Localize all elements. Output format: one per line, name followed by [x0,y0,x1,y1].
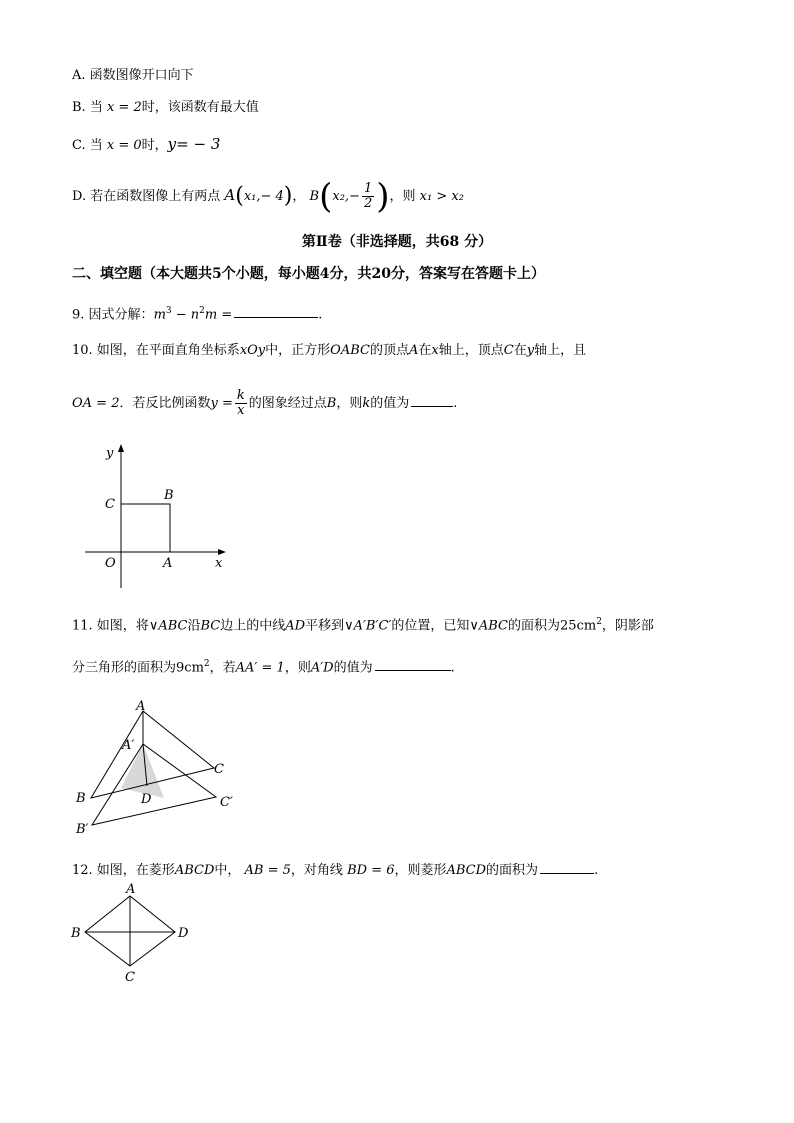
y-axis-arrow [118,444,124,452]
q9-sup2: 2 [199,306,205,316]
square-oabc [121,504,170,552]
paren-close-large: ) [376,176,390,217]
option-b [72,98,259,118]
q11-text-c: 边上的中线 [220,618,286,634]
x-axis-arrow [218,549,226,555]
label-x: x [215,556,223,571]
label-a: A [163,556,173,571]
q10-y-eq: y = [210,396,233,411]
q9-expr-m: m [153,307,166,323]
option-d-point-b-x: x₂,− [332,189,360,204]
q9-expr-end: m = [204,307,233,323]
q11-area2-sup: 2 [203,659,210,669]
q10-text-c: 的顶点 [369,343,409,358]
option-c [72,134,220,156]
option-d-prefix: D. 若在函数图像上有两点 [72,189,221,204]
q9-end: . [318,307,323,323]
section-subtitle: 二、填空题（本大题共5个小题，每小题4分，共20分，答案写在答题卡上） [72,266,545,282]
q11-text-b: 沿 [187,618,201,634]
q11-text-e: 的位置，已知 [391,618,470,634]
q10-text-g: 轴上，且 [534,343,587,358]
q11-triangle-abc-2: ∨ABC [469,618,509,634]
label-b: B [71,926,81,941]
option-c-eq: x = 0 [106,138,142,153]
label-a: A [126,882,136,897]
q9-number: 9. [72,307,85,323]
q9-text: 因式分解： [88,307,154,323]
question-12 [72,859,598,881]
answer-blank[interactable] [540,859,594,874]
q10-text-k: 的值为 [370,396,410,411]
q12-bd: BD = 6 [347,863,395,878]
option-d-fraction [362,182,374,211]
option-d-sep: ， [292,189,306,204]
q12-text-c: ，对角线 [290,863,343,878]
q10-frac-num: k [236,388,245,403]
label-c: C [214,762,224,777]
q10-x: x [431,343,439,358]
q10-coord-system: xOy [239,343,266,358]
q11-triangle-a1b1c1: ∨A′B′C′ [344,618,392,634]
answer-blank[interactable] [375,656,451,671]
question-11-line2 [72,654,455,678]
q11-triangle-abc: ∨ABC [148,618,188,634]
q10-text-e: 轴上，顶点 [438,343,504,358]
fraction-numerator: 1 [363,181,373,196]
q10-point-a: A [408,343,419,358]
answer-blank[interactable] [234,303,318,318]
option-d [72,176,464,217]
label-b-prime: B′ [76,822,89,837]
q11-text-j: ，则 [284,660,311,676]
option-d-point-a-coords: x₁,− 4 [243,189,284,204]
label-y: y [106,446,114,461]
q10-text-b: 中，正方形 [265,343,331,358]
q11-text-d: 平移到 [305,618,345,634]
paren-open-large: ( [319,176,333,217]
question-10-line1 [72,341,586,361]
q11-text-k: 的值为 [333,660,373,676]
q12-text-a: 12. 如图，在菱形 [72,863,175,878]
label-c-prime: C′ [220,795,233,810]
label-d: D [178,926,189,941]
q12-rhombus: ABCD [174,863,215,878]
option-c-result: y= − 3 [167,135,221,153]
label-o: O [105,556,116,571]
option-d-point-b: B [309,189,320,204]
q10-k: k [362,396,371,411]
q11-text-a: 11. 如图，将 [72,618,149,634]
q12-rhombus-2: ABCD [446,863,487,878]
q11-a1d: A′D [310,660,334,676]
q11-aa: AA′ = 1 [235,660,285,676]
answer-blank[interactable] [411,392,453,407]
option-b-eq: x = 2 [106,100,142,115]
q10-square: OABC [330,343,370,358]
option-b-prefix: B. 当 [72,100,103,115]
q10-point-b: B [326,396,337,411]
label-c: C [105,497,115,512]
paren-close: ) [283,183,293,209]
q10-point-c: C [503,343,514,358]
question-9 [72,301,322,325]
q11-area1-sup: 2 [596,617,602,627]
q11-text-f: 的面积为 [508,618,561,634]
option-b-suffix: 时，该函数有最大值 [141,100,259,115]
label-b: B [76,791,86,806]
figure-10 [80,440,240,600]
figure-12 [66,880,206,990]
q11-end: . [450,660,455,676]
q10-end: . [453,396,458,411]
q9-expr-minus: − n [171,307,200,323]
q11-ad: AD [285,618,306,634]
q10-y: y [526,343,535,358]
q12-end: . [594,863,599,878]
q12-text-e: 的面积为 [486,863,539,878]
q9-sup3: 3 [165,306,172,316]
q11-text-h: 分三角形的面积为 [72,660,177,676]
label-b: B [164,488,174,503]
option-d-suffix: ，则 [389,189,416,204]
q10-fraction [235,389,247,418]
q11-area2: 9cm [176,660,204,676]
q12-ab: AB = 5 [244,863,291,878]
q11-area1: 25cm [560,618,597,634]
figure-11 [70,694,250,840]
option-c-mid: 时， [141,138,168,153]
option-a-text: A. 函数图像开口向下 [72,68,194,83]
section-title: 第Ⅱ卷（非选择题，共68 分） [301,234,493,250]
q10-text-j: ，则 [336,396,363,411]
q10-text-d: 在 [418,343,432,358]
option-d-point-a: A [224,186,236,204]
fraction-denominator: 2 [363,196,373,211]
label-d: D [141,792,152,807]
q12-text-d: ，则菱形 [394,863,447,878]
label-c: C [125,970,135,985]
q11-bc: BC [200,618,221,634]
q10-frac-den: x [237,403,245,418]
option-d-compare: x₁ > x₂ [419,189,464,204]
q12-text-b: 中， [214,863,241,878]
paren-open: ( [235,183,244,209]
q10-text-f: 在 [513,343,527,358]
question-10-line2 [72,386,457,422]
option-a [72,66,194,86]
q10-text-i: 的图象经过点 [248,396,327,411]
label-a-prime: A′ [122,738,135,753]
q10-text-h: ．若反比例函数 [119,396,211,411]
option-c-prefix: C. 当 [72,138,103,153]
q11-text-g: ，阴影部 [601,618,654,634]
q11-text-i: ，若 [209,660,236,676]
q10-oa: OA = 2 [72,396,120,411]
label-a: A [136,699,146,714]
q10-text-a: 10. 如图，在平面直角坐标系 [72,343,240,358]
question-11-line1 [72,612,654,636]
